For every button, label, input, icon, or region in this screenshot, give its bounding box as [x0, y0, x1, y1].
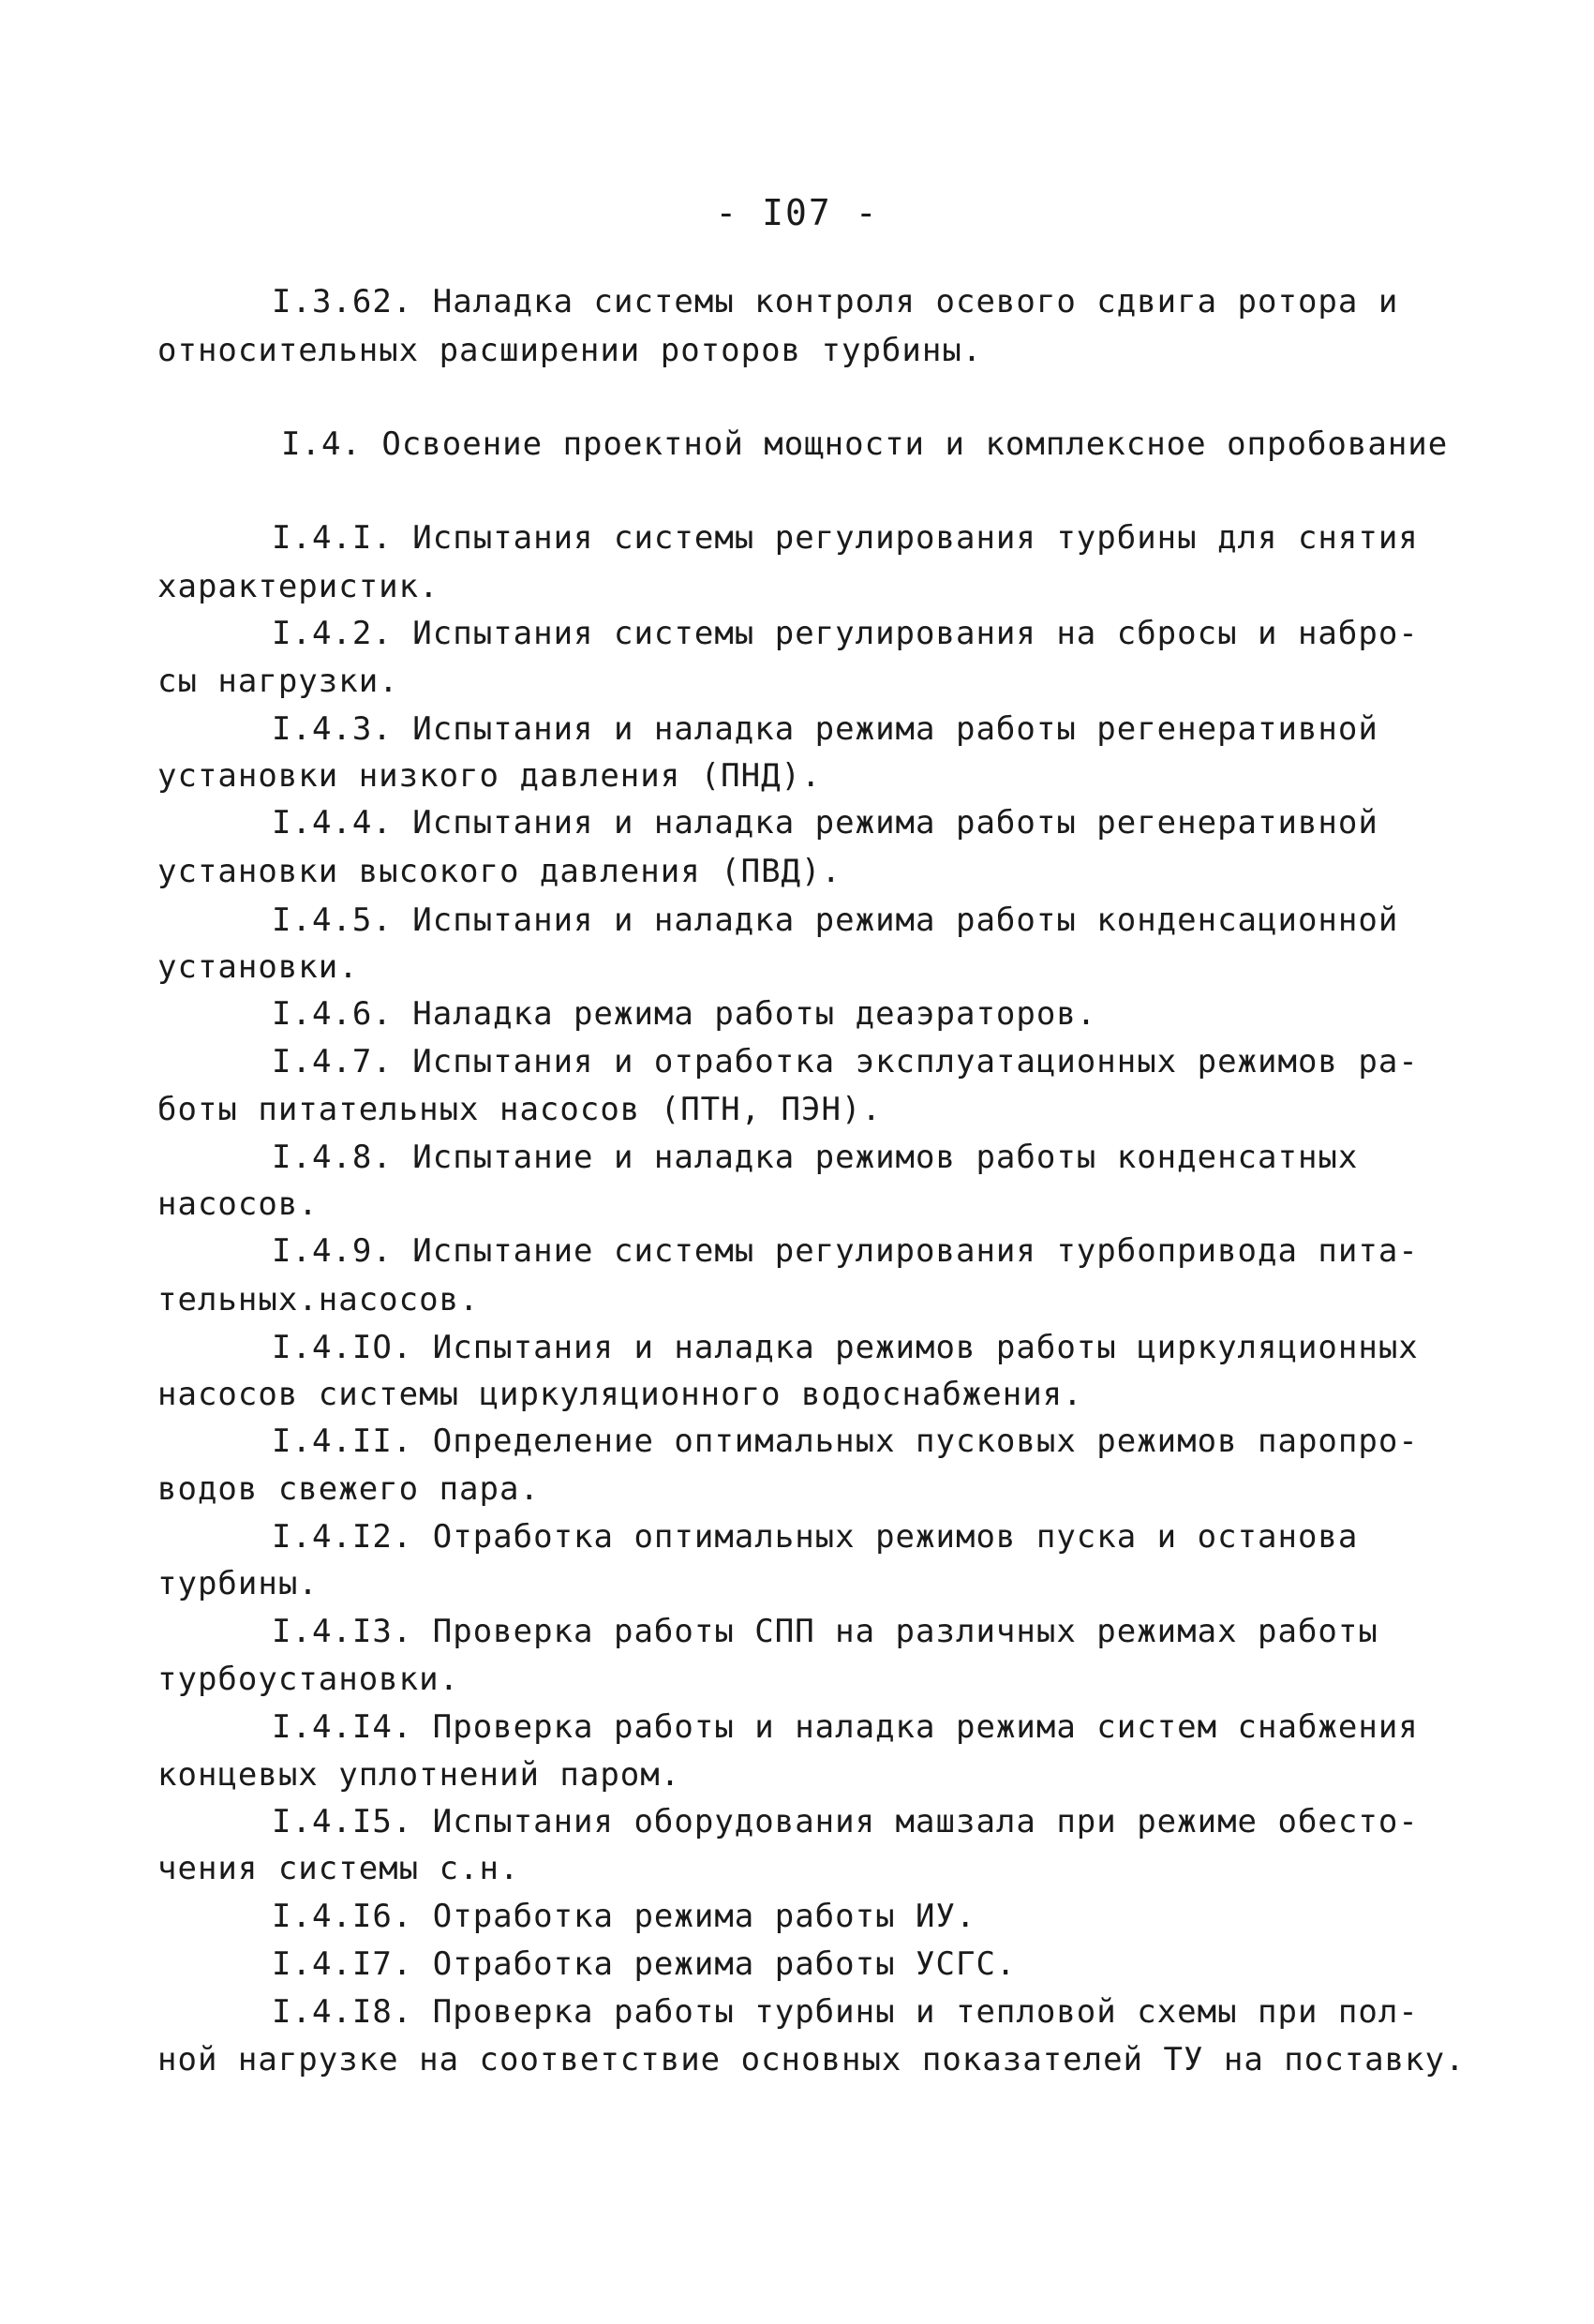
- text-line: I.4.II. Определение оптимальных пусковых режимов паропро-: [272, 1423, 1419, 1460]
- section-heading: I.4. Освоение проектной мощности и комплексное опробование: [281, 425, 1449, 463]
- text-line: I.4.9. Испытание системы регулирования турбопривода пита-: [272, 1232, 1419, 1270]
- text-line: I.4.4. Испытания и наладка режима работы регенеративной: [272, 804, 1378, 842]
- text-line: тельных.насосов.: [157, 1281, 480, 1318]
- page-number: - I07 -: [715, 192, 879, 233]
- text-line: ной нагрузке на соответствие основных показателей ТУ на поставку.: [157, 2041, 1466, 2078]
- text-line: установки высокого давления (ПВД).: [157, 853, 842, 890]
- text-line: I.4.I. Испытания системы регулирования турбины для снятия: [272, 519, 1419, 557]
- text-line: водов свежего пара.: [157, 1470, 540, 1508]
- text-line: I.4.7. Испытания и отработка эксплуатационных режимов ра-: [272, 1043, 1419, 1080]
- text-line: I.4.I8. Проверка работы турбины и тепловой схемы при пол-: [272, 1993, 1419, 2031]
- text-line: I.4.8. Испытание и наладка режимов работы конденсатных: [272, 1139, 1359, 1176]
- text-line: установки низкого давления (ПНД).: [157, 757, 822, 795]
- text-line: I.4.I7. Отработка режима работы УСГС.: [272, 1945, 1017, 1983]
- text-line: I.4.I4. Проверка работы и наладка режима систем снабжения: [272, 1708, 1419, 1746]
- text-line: насосов системы циркуляционного водоснабжения.: [157, 1376, 1083, 1413]
- text-line: I.4.I3. Проверка работы СПП на различных режимах работы: [272, 1613, 1378, 1650]
- text-line: турбоустановки.: [157, 1661, 460, 1698]
- text-line: I.4.3. Испытания и наладка режима работы регенеративной: [272, 710, 1378, 748]
- text-line: I.4.I2. Отработка оптимальных режимов пуска и останова: [272, 1518, 1359, 1556]
- text-line: I.4.2. Испытания системы регулирования на сбросы и набро-: [272, 615, 1419, 652]
- text-line: установки.: [157, 948, 359, 986]
- text-line: I.4.6. Наладка режима работы деаэраторов.: [272, 995, 1097, 1033]
- text-line: I.3.62. Наладка системы контроля осевого сдвига ротора и: [272, 283, 1399, 320]
- text-line: сы нагрузки.: [157, 663, 399, 700]
- text-line: концевых уплотнений паром.: [157, 1756, 681, 1794]
- text-line: насосов.: [157, 1185, 319, 1223]
- text-line: I.4.I5. Испытания оборудования машзала при режиме обесто-: [272, 1803, 1419, 1840]
- text-line: боты питательных насосов (ПТН, ПЭН).: [157, 1091, 882, 1128]
- text-line: турбины.: [157, 1565, 319, 1602]
- text-line: чения системы с.н.: [157, 1850, 520, 1887]
- text-line: I.4.IO. Испытания и наладка режимов работы циркуляционных: [272, 1329, 1419, 1366]
- text-line: характеристик.: [157, 568, 439, 605]
- text-line: относительных расширении роторов турбины.: [157, 332, 983, 369]
- text-line: I.4.I6. Отработка режима работы ИУ.: [272, 1898, 976, 1935]
- text-line: I.4.5. Испытания и наладка режима работы конденсационной: [272, 901, 1399, 939]
